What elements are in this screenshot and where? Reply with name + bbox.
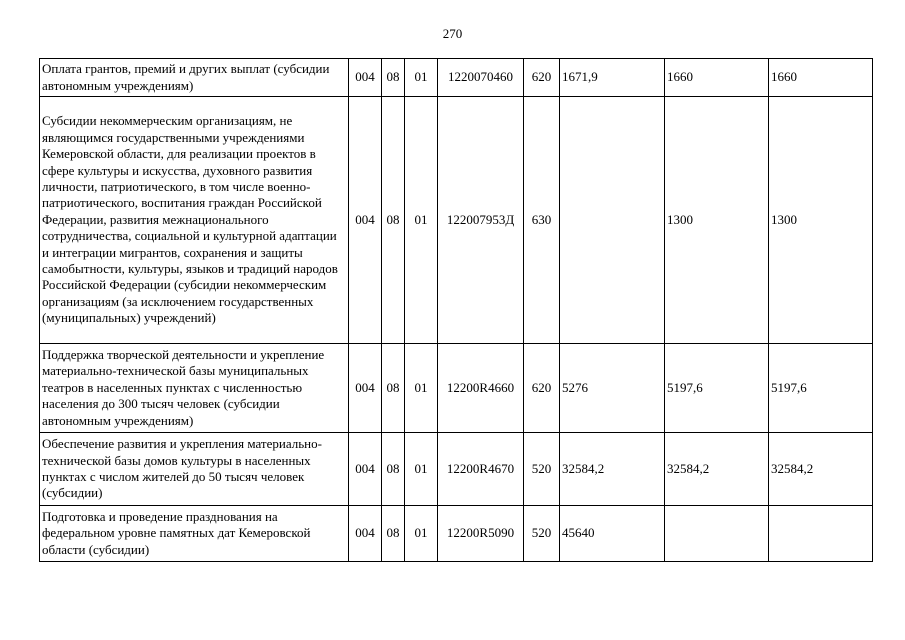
section-code: 08: [382, 506, 405, 562]
page-number: 270: [442, 26, 463, 41]
subsection-code: 01: [405, 59, 438, 97]
expense-type-code: 620: [524, 344, 560, 433]
amount-cell: 1300: [769, 97, 873, 344]
amount-cell: [769, 506, 873, 562]
target-article-code: 122007953Д: [438, 97, 524, 344]
amount-cell: 1660: [769, 59, 873, 97]
subsection-code: 01: [405, 97, 438, 344]
amount-cell: 32584,2: [769, 433, 873, 506]
amount-cell: 5197,6: [769, 344, 873, 433]
table-row: [40, 344, 873, 433]
ministry-code: 004: [349, 344, 382, 433]
target-article-code: 12200R4660: [438, 344, 524, 433]
ministry-code: 004: [349, 97, 382, 344]
target-article-code: 1220070460: [438, 59, 524, 97]
subsection-code: 01: [405, 344, 438, 433]
row-name: Субсидии некоммерческим организациям, не являющимся государственными учреждениями Кемеровской области, для реализации проектов в сфере культуры и искусства, духовного развития личности, патриотического, в том числе военно-патриотического, воспитания граждан Российской Федерации, развития межнационального сотрудничества, социальной и культурной адаптации и интеграции мигрантов, сохранения и защиты самобытности, культуры, языков и традиций народов Российской Федерации (субсидии некоммерческим организациям (за исключением государственных (муниципальных) учреждений): [40, 97, 349, 344]
amount-cell: 1300: [665, 97, 769, 344]
ministry-code: 004: [349, 506, 382, 562]
ministry-code: 004: [349, 433, 382, 506]
ministry-code: 004: [349, 59, 382, 97]
amount-cell: [560, 97, 665, 344]
row-name: Обеспечение развития и укрепления материально-технической базы домов культуры в населенных пунктах с числом жителей до 50 тысяч человек (субсидии): [40, 433, 349, 506]
section-code: 08: [382, 433, 405, 506]
amount-cell: 5197,6: [665, 344, 769, 433]
table-row: [40, 433, 873, 506]
row-name: Поддержка творческой деятельности и укрепление материально-технической базы муниципальных театров в населенных пунктах с численностью населения до 300 тысяч человек (субсидии автономным учреждениям): [40, 344, 349, 433]
table-row: [40, 59, 873, 97]
target-article-code: 12200R5090: [438, 506, 524, 562]
expense-type-code: 520: [524, 506, 560, 562]
expense-type-code: 620: [524, 59, 560, 97]
amount-cell: 5276: [560, 344, 665, 433]
expense-type-code: 520: [524, 433, 560, 506]
row-name: Оплата грантов, премий и других выплат (субсидии автономным учреждениям): [40, 59, 349, 97]
amount-cell: 45640: [560, 506, 665, 562]
amount-cell: [665, 506, 769, 562]
section-code: 08: [382, 344, 405, 433]
amount-cell: 1660: [665, 59, 769, 97]
section-code: 08: [382, 97, 405, 344]
subsection-code: 01: [405, 506, 438, 562]
expense-type-code: 630: [524, 97, 560, 344]
section-code: 08: [382, 59, 405, 97]
amount-cell: 32584,2: [560, 433, 665, 506]
amount-cell: 32584,2: [665, 433, 769, 506]
target-article-code: 12200R4670: [438, 433, 524, 506]
subsection-code: 01: [405, 433, 438, 506]
amount-cell: 1671,9: [560, 59, 665, 97]
table-row: [40, 97, 873, 344]
budget-table: [39, 58, 873, 562]
row-name: Подготовка и проведение празднования на федеральном уровне памятных дат Кемеровской области (субсидии): [40, 506, 349, 562]
table-row: [40, 506, 873, 562]
